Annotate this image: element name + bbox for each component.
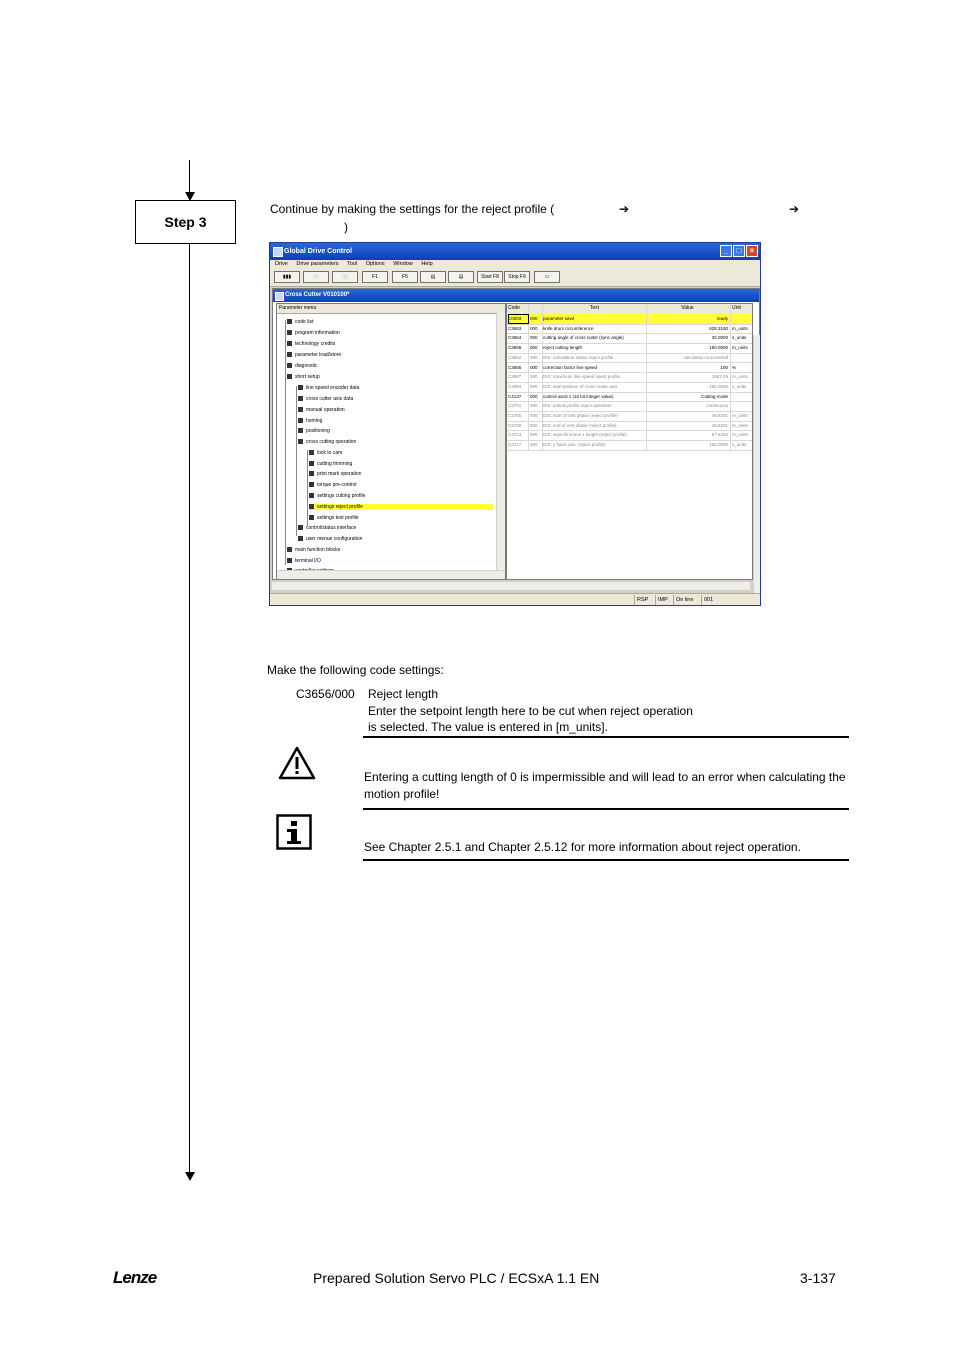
cell-value: ready [647, 314, 731, 324]
tree-item[interactable] [287, 547, 340, 553]
window-titlebar [270, 243, 760, 260]
app-icon [273, 247, 283, 257]
tree-item[interactable] [309, 471, 361, 477]
arrow-icon: ➔ [619, 202, 630, 216]
cell-code: C3665 [508, 363, 529, 373]
page-number: 3-137 [800, 1270, 836, 1286]
info-icon [276, 814, 312, 850]
warning-icon [277, 745, 317, 781]
folder-icon [298, 525, 303, 530]
cell-code: C3701 [508, 401, 529, 411]
tree-header: Parameter menu [277, 304, 505, 314]
menu-drive[interactable]: Drive [275, 261, 288, 267]
table-row[interactable] [507, 440, 752, 451]
tree-item-label: cutting trimming [317, 461, 353, 467]
tree-item[interactable] [287, 330, 340, 336]
folder-icon [309, 482, 314, 487]
cell-sub: 000 [530, 324, 543, 334]
folder-icon [287, 352, 292, 357]
start-button[interactable] [477, 271, 503, 283]
col-value[interactable]: Value [647, 304, 731, 314]
tree-item-label: settings test profile [317, 515, 359, 521]
cell-text: parameter save [543, 314, 647, 324]
toolbar-button-f2[interactable]: ▤ [448, 271, 474, 283]
tree-item-label: settings cutting profile [317, 493, 366, 499]
lenze-logo: Lenze [113, 1268, 157, 1287]
menu-window[interactable]: Window [393, 261, 413, 267]
tree-item[interactable] [287, 319, 313, 325]
f8-label: F8 [493, 274, 499, 280]
cell-sub: 000 [530, 411, 543, 421]
folder-icon [309, 450, 314, 455]
minimize-button[interactable]: _ [720, 245, 732, 257]
cell-unit [732, 314, 752, 324]
cell-text: cutting angle of cross cutter (sync angle) [543, 333, 647, 343]
code-grid [506, 303, 753, 580]
status-rsp: RSP [634, 595, 648, 606]
cell-text: DIS: maximum line speed reject profile [543, 372, 647, 382]
cell-text: reject cutting length [543, 343, 647, 353]
menu-bar [270, 260, 760, 269]
tree-item[interactable] [298, 396, 353, 402]
tree-item[interactable] [298, 439, 356, 445]
grid-horizontal-scrollbar[interactable] [272, 581, 750, 590]
cell-value: 628.3180 [647, 324, 731, 334]
stop-button[interactable] [504, 271, 530, 283]
tree-item[interactable] [298, 536, 362, 542]
cell-text: correction factor line speed [543, 363, 647, 373]
cell-code: C3654 [508, 333, 529, 343]
tree-item-label: torque pre-control [317, 482, 357, 488]
divider [363, 808, 849, 810]
status-online: On line [673, 595, 693, 606]
cell-unit: s_units [732, 383, 747, 389]
f5-label: F5 [402, 274, 408, 280]
toolbar-button-f1[interactable] [362, 271, 388, 283]
cell-value: 165.0000 [647, 382, 731, 392]
folder-icon [298, 418, 303, 423]
document-icon [275, 292, 284, 301]
tree-item-selected[interactable] [309, 504, 493, 510]
cell-unit: m_units [732, 432, 748, 438]
tree-item-label: settings reject profile [317, 504, 363, 510]
toolbar-button-f5[interactable] [392, 271, 418, 283]
cell-value: 1862.29 [647, 372, 731, 382]
cell-sub: 000 [530, 430, 543, 440]
cell-value: 97.6402 [647, 430, 731, 440]
tree-horizontal-scrollbar[interactable] [277, 570, 505, 579]
cell-text: DIS: calculation status reject profile [543, 353, 647, 363]
tree-item[interactable] [298, 385, 359, 391]
cell-unit: m_units [732, 345, 748, 351]
flow-line-main [189, 244, 190, 1172]
tree-item[interactable] [287, 558, 321, 564]
cell-value: 150.0000 [647, 343, 731, 353]
mdi-titlebar [273, 289, 759, 302]
tree-guide-line [285, 320, 286, 565]
cell-sub: 000 [530, 314, 543, 324]
tree-guide-line [296, 386, 297, 536]
param-name: Reject length [368, 687, 439, 701]
folder-icon [287, 558, 292, 563]
arrow-icon: ➔ [789, 202, 800, 216]
tree-item[interactable] [309, 450, 342, 456]
tree-item-label: line speed encoder data [306, 385, 360, 391]
cell-value: continuous [647, 401, 731, 411]
toolbar-button-2[interactable]: ▯▯ [303, 271, 329, 283]
folder-icon [287, 363, 292, 368]
cell-unit: m_units [732, 413, 748, 418]
f1-label: F1 [372, 274, 378, 280]
mdi-title: Cross Cutter V010100* [285, 292, 350, 298]
col-sub[interactable] [530, 304, 543, 314]
cell-sub: 000 [530, 440, 543, 450]
window-title: Global Drive Control [284, 248, 353, 255]
cell-unit: % [732, 364, 737, 370]
cell-value: 100 [647, 363, 731, 373]
status-bar [270, 593, 760, 606]
cell-sub: 000 [530, 372, 543, 382]
cell-text: DIS: y basic pos. (reject profile) [543, 440, 647, 450]
cell-value: 30.0000 [647, 333, 731, 343]
folder-icon [298, 536, 303, 541]
cell-sub: 000 [530, 392, 543, 402]
param-desc-1: Enter the setpoint length here to be cut when reject operation [368, 704, 693, 718]
folder-icon [309, 515, 314, 520]
tree-item[interactable] [287, 352, 341, 358]
cell-code: C3662 [508, 353, 529, 363]
cell-unit: m_units [732, 325, 748, 331]
tree-item[interactable] [309, 515, 359, 521]
stop-label: Stop [508, 274, 519, 280]
tree-item[interactable] [298, 428, 330, 434]
toolbar [270, 269, 760, 287]
cell-unit [732, 353, 752, 363]
cell-unit: s_units [732, 335, 747, 341]
tree-item-label: control/status interface [306, 525, 357, 531]
cell-value: 48.8201 [647, 421, 731, 431]
tree-vertical-scrollbar[interactable] [496, 313, 505, 571]
tree-item-label: code list [295, 319, 314, 325]
info-text: See Chapter 2.5.1 and Chapter 2.5.12 for more information about reject operation. [364, 840, 801, 854]
cell-code: C3709 [508, 421, 529, 431]
tree-item[interactable] [287, 363, 318, 369]
cell-value: 165.0000 [647, 440, 731, 450]
tree-item-label: user menue configuration [306, 536, 363, 542]
tree-item[interactable] [298, 418, 322, 424]
toolbar-button-3[interactable]: ▯▯ [332, 271, 358, 283]
f9-label: F9 [519, 274, 526, 280]
cell-code: C3687 [508, 372, 529, 382]
cell-unit: m_units [732, 374, 748, 380]
tree-item-label: cross cutter axis data [306, 396, 354, 402]
folder-icon [298, 439, 303, 444]
divider [363, 736, 849, 738]
gdc-window [269, 242, 761, 606]
mdi-child-window [272, 288, 760, 580]
folder-icon [287, 374, 292, 379]
cell-sub: 000 [530, 353, 543, 363]
cell-code: C4137 [508, 392, 529, 402]
tree-item-label: manual operation [306, 407, 345, 413]
intro-line-2: ) [344, 220, 348, 234]
toolbar-button-monitor[interactable]: ▭ [534, 271, 560, 283]
status-imp: IMP [655, 595, 668, 606]
folder-icon [309, 461, 314, 466]
tree-item[interactable] [287, 341, 335, 347]
parameter-tree [276, 303, 506, 580]
tree-item-label: cross cutting operation [306, 439, 357, 445]
folder-icon [298, 385, 303, 390]
tree-item[interactable] [309, 493, 365, 499]
tree-item-label: main function blocks [295, 547, 341, 553]
cell-text: control word 1 (16 bit integer value) [543, 392, 647, 402]
cell-text: DIS: asynchronous x length (reject profile) [543, 430, 647, 440]
footer-title: Prepared Solution Servo PLC / ECSxA 1.1 EN [313, 1270, 600, 1286]
menu-help[interactable]: Help [421, 261, 433, 267]
toolbar-button-1[interactable]: ▮▮▮ [274, 271, 300, 283]
cell-sub: 000 [530, 343, 543, 353]
cell-sub: 000 [530, 382, 543, 392]
warning-text: Entering a cutting length of 0 is impermissible and will lead to an error when calculating the motion profile! [364, 770, 846, 801]
folder-icon [298, 428, 303, 433]
cell-sub: 000 [530, 363, 543, 373]
folder-icon [309, 471, 314, 476]
cell-code: C3713 [508, 430, 529, 440]
tree-item-label: technology credits [295, 341, 336, 347]
folder-icon [287, 319, 292, 324]
cell-code: C3694 [508, 382, 529, 392]
grid-vertical-scrollbar[interactable] [753, 335, 761, 606]
cell-text: knife drum circumference [543, 324, 647, 334]
col-text[interactable]: Text [543, 304, 647, 314]
cell-text: DIS: start of rest phase (reject profile) [543, 411, 647, 421]
cell-text: DIS: end of rest phase (reject profile) [543, 421, 647, 431]
cell-unit: m_units [732, 422, 748, 428]
tree-item[interactable] [298, 407, 345, 413]
maximize-button[interactable]: □ [733, 245, 745, 257]
start-label: Start [481, 274, 492, 280]
cell-value: calculation successfull [647, 353, 731, 363]
folder-icon [287, 330, 292, 335]
intro-line-1 [270, 201, 800, 217]
menu-tool[interactable]: Tool [347, 261, 358, 267]
close-button[interactable]: × [746, 245, 758, 257]
cell-unit [732, 392, 752, 402]
tree-item[interactable] [309, 482, 356, 488]
cell-sub: 000 [530, 421, 543, 431]
tree-item-label: print mark operation [317, 471, 362, 477]
tree-item-label: lock to cam [317, 450, 343, 456]
step-label: Step 3 [135, 200, 236, 244]
flow-line-top [189, 160, 190, 193]
cell-value: Cutting mode [647, 392, 731, 402]
tree-item[interactable] [309, 461, 352, 467]
cell-value: 48.8201 [647, 411, 731, 421]
cell-code: C3705 [508, 411, 529, 421]
tree-guide-line [307, 450, 308, 526]
cell-sub: 000 [530, 401, 543, 411]
tree-item-label: diagnostic [295, 363, 318, 369]
cell-code: C3656 [508, 343, 529, 353]
cell-code: C0003 [508, 314, 529, 324]
folder-icon [298, 396, 303, 401]
folder-icon [309, 493, 314, 498]
folder-icon [287, 341, 292, 346]
folder-icon [309, 504, 314, 509]
col-code[interactable]: Code [508, 304, 529, 314]
tree-item-label: positioning [306, 428, 330, 434]
tree-item-label: homing [306, 418, 323, 424]
cell-sub: 000 [530, 333, 543, 343]
folder-icon [298, 407, 303, 412]
make-settings-text: Make the following code settings: [267, 663, 444, 677]
code-number: C3656/000 [296, 687, 355, 701]
menu-drive-parameters[interactable]: Drive parameters [296, 261, 339, 267]
flow-arrow-bottom-icon [185, 1172, 195, 1181]
tree-item[interactable] [287, 374, 320, 380]
cell-unit: s_units [732, 442, 747, 448]
tree-item-label: terminal I/O [295, 558, 321, 564]
divider [363, 859, 849, 861]
folder-icon [287, 547, 292, 552]
cell-code: C3653 [508, 324, 529, 334]
tree-item-label: parameter load/store [295, 352, 342, 358]
tree-item-label: program information [295, 330, 340, 336]
param-desc-2: is selected. The value is entered in [m_units]. [368, 720, 608, 734]
col-unit[interactable]: Unit [732, 305, 741, 311]
toolbar-button-f6[interactable]: ▤ [420, 271, 446, 283]
menu-options[interactable]: Options [365, 261, 385, 267]
intro-text: Continue by making the settings for the reject profile ( [270, 202, 555, 216]
status-address: 001 [701, 595, 713, 606]
cell-unit [732, 401, 752, 411]
cell-text: DIS: start position of cross cutter axis [543, 382, 647, 392]
cell-text: DIS: indicat profile reject operation [543, 401, 647, 411]
tree-item[interactable] [298, 525, 356, 531]
tree-item-label: short setup [295, 374, 320, 380]
cell-code: C3717 [508, 440, 529, 450]
